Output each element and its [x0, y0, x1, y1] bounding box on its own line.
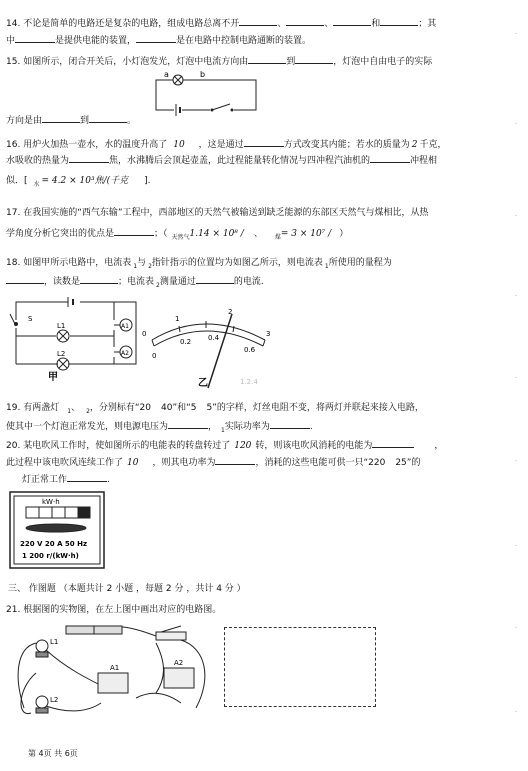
question-text: 是提供电能的装置， [55, 36, 137, 46]
question-text: ；其 [418, 19, 437, 29]
value: 10 [173, 140, 185, 150]
question-text: 和 [371, 19, 381, 29]
scale-top-1: 1 [175, 315, 180, 323]
label-b: b [200, 70, 206, 79]
question-text: ，消耗的这些电能可供一只“220 [255, 458, 386, 468]
answer-blank[interactable] [80, 274, 118, 284]
question-18-line-2 [6, 274, 496, 292]
question-text: 40 [161, 403, 173, 413]
question-text: ，分别标有“20 [89, 403, 152, 413]
question-text: 到 [80, 116, 90, 126]
question-text: 使其中一个灯泡正常发光，则电源电压为 [6, 422, 169, 432]
answer-blank[interactable] [370, 153, 410, 163]
subscript: 水 [33, 180, 40, 188]
figure-simple-circuit [150, 66, 270, 118]
answer-blank[interactable] [270, 419, 310, 429]
question-text: ”和“5 [172, 403, 197, 413]
question-20-line-3 [22, 472, 512, 486]
answer-blank[interactable] [196, 274, 234, 284]
scale-top-3: 3 [266, 330, 271, 338]
meter-unit: kW·h [42, 498, 60, 506]
label-l2: L2 [50, 696, 59, 704]
question-text: 在我国实施的“西气东输”工程中，西部地区的天然气被输送到缺乏能源的东部区天然气与煤相比，从热 [23, 208, 429, 218]
answer-blank[interactable] [6, 274, 44, 284]
question-text: . [309, 422, 313, 432]
question-17-line-2 [6, 226, 496, 244]
scale-bottom-3: 0.6 [244, 346, 256, 354]
meter-revolutions: 1 200 r/(kW·h) [22, 552, 79, 560]
answer-blank[interactable] [372, 438, 414, 448]
question-text: ，灯泡中自由电子的实际 [333, 57, 433, 67]
question-text: ） [339, 229, 349, 239]
subscript: 1 [324, 262, 329, 270]
question-text: 不论是简单的电路还是复杂的电路，组成电路总离不开 [23, 19, 240, 29]
question-text: 中 [6, 36, 16, 46]
answer-blank[interactable] [89, 113, 127, 123]
question-text: 有两盏灯 [23, 403, 60, 413]
figure-label-jia: 甲 [48, 372, 58, 383]
question-number: 21. [6, 605, 21, 615]
question-text: 焦，水沸腾后会顶起壶盖，此过程能量转化情况与四冲程汽油机的 [109, 156, 371, 166]
answer-blank[interactable] [69, 153, 109, 163]
label-switch-s: S [28, 315, 33, 323]
separator: 、 [277, 19, 287, 29]
question-number: 19. [6, 403, 21, 413]
answer-blank[interactable] [114, 226, 154, 236]
question-text: 方式改变其内能；若水的质量为 [283, 140, 410, 150]
question-17-line-1 [6, 207, 496, 219]
answer-blank[interactable] [380, 16, 418, 26]
question-text: ；电流表 [118, 277, 155, 287]
question-text: 转，则该电吹风消耗的电能为 [255, 441, 373, 451]
value: = 4.2 × 10³焦/(千克 [41, 176, 129, 186]
section-3-title: 三、 作图题 （本题共计 2 小题 ，每题 2 分 ，共计 4 分 ） [8, 584, 246, 594]
answer-blank[interactable] [333, 16, 371, 26]
question-text: 指针指示的位置均为如图乙所示，则电流表 [151, 258, 323, 268]
answer-blank[interactable] [136, 33, 176, 43]
question-15-line-2 [6, 113, 496, 127]
value: 2 [411, 140, 418, 150]
subscript: 1 [221, 426, 225, 434]
question-text: 的电流. [233, 277, 264, 287]
answer-blank[interactable] [239, 16, 277, 26]
question-text: ”的 [406, 458, 421, 468]
question-text: 此过程中该电吹风连续工作了 [6, 458, 124, 468]
question-text: 实际功率为 [224, 422, 270, 432]
question-text: 测量通过 [159, 277, 196, 287]
bulb-l2 [36, 696, 48, 708]
question-text: 某电吹风工作时，使如图所示的电能表的转盘转过了 [23, 441, 231, 451]
page-footer: 第 4页 共 6页 [28, 749, 78, 758]
value: = 3 × 10⁷ / [280, 229, 332, 239]
subscript: 2 [86, 407, 90, 415]
battery [66, 626, 94, 634]
answer-blank[interactable] [244, 137, 284, 147]
margin-mark: · [515, 292, 518, 300]
question-14-line-1 [6, 16, 496, 30]
subscript: 1 [133, 262, 138, 270]
drawing-answer-box[interactable] [224, 627, 376, 707]
question-text: ]. [144, 176, 151, 186]
margin-mark: · [515, 120, 518, 128]
switch [156, 632, 186, 640]
label-a1: A1 [121, 323, 129, 330]
meter-spec: 220 V 20 A 50 Hz [20, 540, 88, 548]
scale-bottom-1: 0.2 [180, 338, 192, 346]
question-text: 如图所示，闭合开关后，小灯泡发光，灯泡中电流方向由 [23, 57, 249, 67]
margin-mark: · [515, 708, 518, 716]
answer-blank[interactable] [295, 54, 333, 64]
question-text: 似．[ [6, 176, 28, 186]
label-a1: A1 [110, 664, 120, 672]
separator: 、 [71, 403, 81, 413]
label-l2: L2 [57, 350, 66, 358]
question-text: 水吸收的热量为 [6, 156, 70, 166]
subscript: 2 [156, 281, 160, 289]
meter-rotor-disc [26, 524, 86, 532]
subscript: 天然气 [171, 233, 190, 241]
question-text: ， [208, 422, 218, 432]
value: 10 [127, 458, 139, 468]
answer-blank[interactable] [42, 113, 80, 123]
battery [94, 626, 122, 634]
question-text: . [107, 475, 110, 485]
figure-energy-meter [8, 490, 108, 572]
question-16-line-2 [6, 153, 496, 167]
question-text: 灯正常工作 [22, 475, 68, 485]
question-number: 18. [6, 258, 21, 268]
question-text: ；（ [154, 229, 168, 239]
figure-ammeter-yi [140, 300, 280, 390]
question-number: 14. [6, 19, 21, 29]
answer-blank[interactable] [67, 472, 107, 482]
question-text: 到 [286, 57, 296, 67]
margin-mark: · [515, 457, 518, 465]
question-text: 是在电路中控制电路通断的装置。 [176, 36, 312, 46]
margin-mark: · [515, 624, 518, 632]
question-text: 所使用的量程为 [328, 258, 392, 268]
question-14-line-2 [6, 33, 496, 47]
question-16-line-3 [6, 175, 496, 191]
margin-mark: · [515, 542, 518, 550]
figure-circuit-jia [8, 294, 143, 384]
question-text: ， [434, 441, 444, 451]
question-text: 如图甲所示电路中，电流表 [23, 258, 132, 268]
question-16-line-1 [6, 137, 496, 151]
question-text: 用炉火加热一壶水，水的温度升高了 [23, 140, 168, 150]
question-number: 17. [6, 208, 21, 218]
label-a: a [164, 70, 169, 79]
ammeter-a1 [98, 673, 128, 693]
scale-top-0: 0 [142, 330, 147, 338]
label-a2: A2 [121, 350, 129, 357]
figure-label-yi: 乙 [198, 378, 208, 389]
separator: 、 [253, 229, 263, 239]
label-l1: L1 [57, 322, 66, 330]
question-text: 冲程相 [410, 156, 438, 166]
subscript: 1 [67, 407, 72, 415]
question-text: 方向是由 [6, 116, 43, 126]
figure-physical-circuit [6, 618, 218, 728]
margin-mark: · [515, 212, 518, 220]
question-18-line-1 [6, 257, 496, 273]
question-text: ，这是通过 [198, 140, 244, 150]
question-text: 千克， [419, 140, 447, 150]
bulb-l1 [36, 640, 48, 652]
question-number: 20. [6, 441, 21, 451]
question-number: 16. [6, 140, 21, 150]
answer-blank[interactable] [15, 33, 55, 43]
question-text: ，则其电功率为 [152, 458, 216, 468]
question-text: 25 [395, 458, 407, 468]
question-number: 15. [6, 57, 21, 67]
question-text: 5 [206, 403, 213, 413]
answer-blank[interactable] [215, 455, 255, 465]
question-19-line-2 [6, 419, 496, 437]
scale-watermark: 1.2.4 [240, 378, 258, 386]
label-l1: L1 [50, 638, 59, 646]
separator: 、 [324, 19, 334, 29]
value: 120 [234, 441, 252, 451]
scale-bottom-2: 0.4 [208, 334, 220, 342]
question-text: 学角度分析它突出的优点是 [6, 229, 115, 239]
question-text: ，读数是 [44, 277, 81, 287]
margin-mark: · [515, 374, 518, 382]
scale-bottom-0: 0 [152, 352, 157, 360]
question-text: 根据图的实物图，在左上图中画出对应的电路图。 [23, 605, 222, 615]
question-20-line-2 [6, 455, 496, 469]
label-a2: A2 [174, 659, 184, 667]
value: 1.14 × 10⁸ / [189, 229, 244, 239]
question-text: 。 [127, 116, 137, 126]
question-19-line-1 [6, 402, 496, 418]
subscript: 煤 [274, 233, 281, 241]
answer-blank[interactable] [248, 54, 286, 64]
question-text: 与 [137, 258, 147, 268]
answer-blank[interactable] [168, 419, 208, 429]
question-20-line-1 [6, 438, 496, 452]
margin-mark: · [515, 30, 518, 38]
question-text: ”的字样，灯丝电阻不变，将两灯并联起来接入电路， [212, 403, 424, 413]
subscript: 2 [148, 262, 152, 270]
scale-top-2: 2 [228, 308, 233, 316]
ammeter-a2 [164, 668, 194, 688]
answer-blank[interactable] [286, 16, 324, 26]
question-21-line-1 [6, 604, 496, 616]
